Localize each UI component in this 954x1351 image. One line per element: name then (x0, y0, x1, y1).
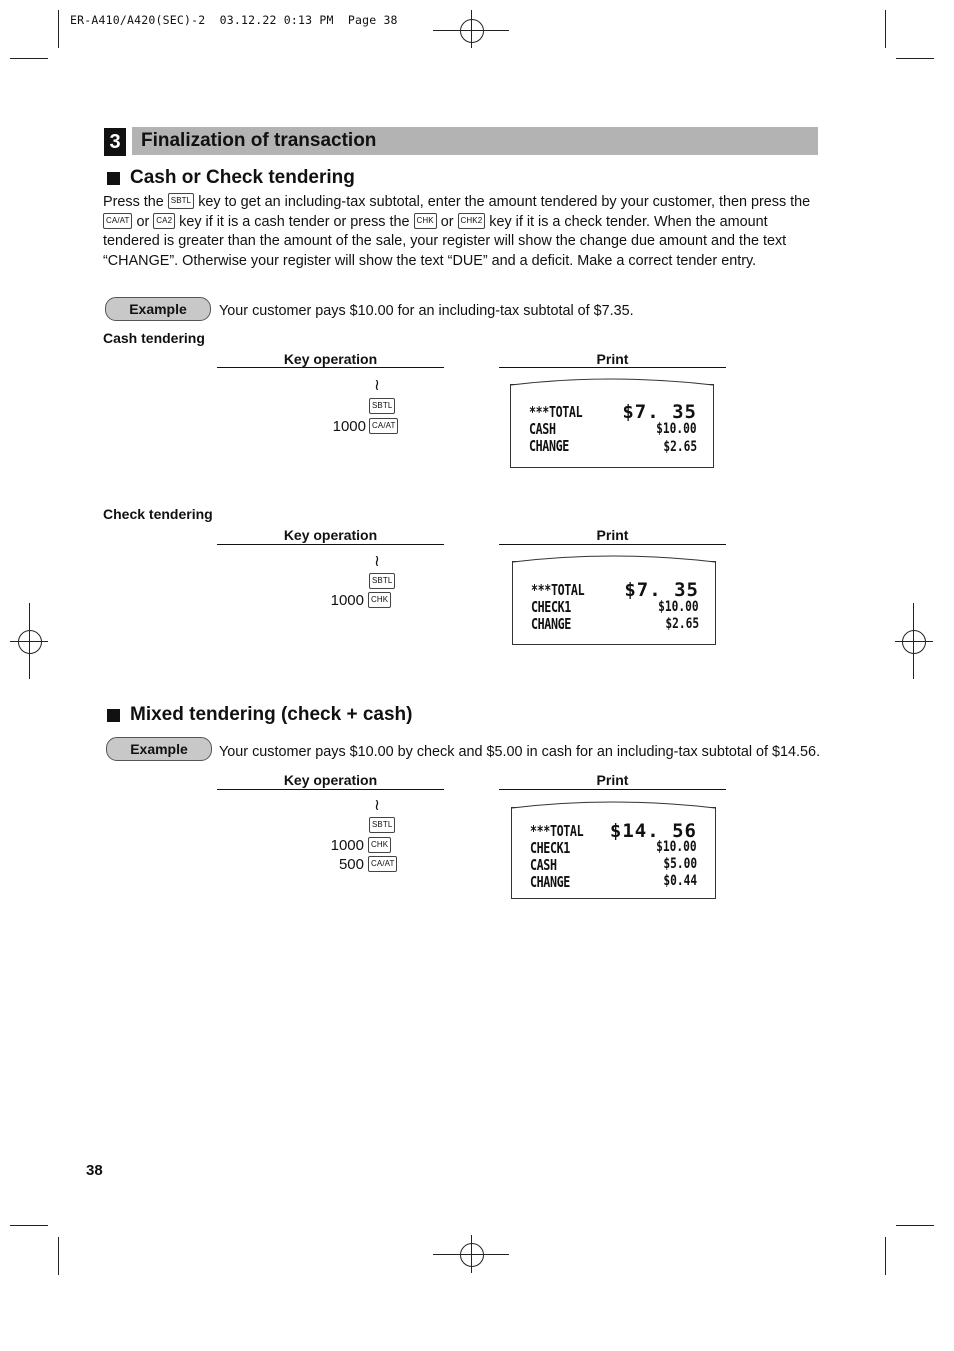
paragraph-text: key if it is a check tender. When the amount (489, 213, 768, 230)
caat-key-icon: CA/AT (368, 856, 397, 872)
paragraph-line: “CHANGE”. Otherwise your register will show the text “DUE” and a deficit. Make a correct tender entry. (103, 252, 757, 269)
receipt-line (530, 839, 662, 857)
cash-tendering-label: Cash tendering (103, 330, 205, 346)
omitted-steps-icon: ≀ (374, 377, 380, 394)
crop-mark (896, 58, 934, 59)
receipt-value: $5.00 (663, 856, 697, 872)
receipt-printout (511, 807, 716, 899)
receipt-label: CHANGE (529, 437, 569, 455)
registration-mark (460, 1243, 484, 1267)
sbtl-key-icon: SBTL (168, 193, 194, 209)
receipt-label: CASH (529, 420, 556, 438)
chk2-key-icon: CHK2 (458, 213, 486, 229)
key-operation-heading: Key operation (283, 527, 378, 543)
registration-mark (902, 630, 926, 654)
bullet-square (107, 172, 120, 185)
receipt-printout (512, 561, 716, 645)
receipt-label: CHANGE (531, 615, 571, 633)
print-heading: Print (596, 772, 629, 788)
paragraph-line (103, 213, 823, 233)
caat-key-icon: CA/AT (369, 418, 398, 434)
sbtl-key-icon: SBTL (369, 573, 395, 589)
receipt-printout (510, 384, 714, 468)
sbtl-key-icon: SBTL (369, 398, 395, 414)
receipt-tear-edge (512, 552, 716, 566)
print-heading: Print (596, 527, 629, 543)
registration-mark (460, 19, 484, 43)
keyop-row (368, 592, 391, 610)
receipt-value: $2.65 (663, 439, 697, 455)
receipt-label: ***TOTAL (530, 822, 584, 840)
crop-mark (10, 1225, 48, 1226)
keyop-row (369, 817, 395, 835)
keyop-row (369, 418, 398, 436)
chk-key-icon: CHK (368, 837, 391, 853)
omitted-steps-icon: ≀ (374, 797, 380, 814)
receipt-line (529, 420, 660, 438)
paragraph-text: or (440, 213, 454, 230)
receipt-line (531, 615, 662, 633)
crop-mark (896, 1225, 934, 1226)
registration-mark (18, 630, 42, 654)
omitted-steps-icon: ≀ (374, 553, 380, 570)
paragraph-line (103, 193, 823, 213)
column-rule (499, 367, 726, 368)
receipt-line (531, 598, 662, 616)
crop-mark (10, 58, 48, 59)
print-header: ER-A410/A420(SEC)-2 03.12.22 0:13 PM Page 38 (70, 13, 398, 27)
receipt-total: $7. 35 (624, 579, 699, 601)
receipt-label: ***TOTAL (531, 581, 585, 599)
keyop-amount: 1000 (330, 592, 364, 609)
keyop-row (369, 573, 395, 591)
paragraph-line: tendered is greater than the amount of the sale, your register will show the change due amount and the text (103, 233, 787, 250)
subheading-cash-check: Cash or Check tendering (130, 167, 355, 188)
receipt-value: $2.65 (665, 616, 699, 632)
paragraph-text: Press the (103, 194, 164, 210)
key-operation-heading: Key operation (283, 772, 378, 788)
receipt-value: $0.44 (663, 873, 697, 889)
receipt-label: CHECK1 (530, 839, 570, 857)
ca2-key-icon: CA2 (153, 213, 175, 229)
keyop-amount: 1000 (330, 837, 364, 854)
receipt-line (530, 856, 662, 874)
column-rule (499, 789, 726, 790)
chk-key-icon: CHK (368, 592, 391, 608)
paragraph-text: or (136, 213, 150, 230)
crop-mark (58, 1237, 59, 1275)
column-rule (217, 544, 444, 545)
keyop-row (368, 837, 391, 855)
receipt-label: CHECK1 (531, 598, 571, 616)
receipt-tear-edge (510, 375, 714, 389)
receipt-total: $7. 35 (622, 401, 697, 423)
receipt-label: CASH (530, 856, 557, 874)
instruction-paragraph (103, 193, 823, 271)
paragraph-text: key to get an including-tax subtotal, enter the amount tendered by your customer, then press the (198, 194, 811, 210)
caat-key-icon: CA/AT (103, 213, 132, 229)
paragraph-text: key if it is a cash tender or press the (179, 213, 410, 230)
page-number: 38 (86, 1162, 103, 1179)
receipt-label: ***TOTAL (529, 403, 583, 421)
key-operation-heading: Key operation (283, 351, 378, 367)
receipt-value: $10.00 (656, 839, 697, 855)
keyop-amount: 500 (338, 856, 364, 873)
example-text: Your customer pays $10.00 by check and $5.00 in cash for an including-tax subtotal of $14.56. (219, 744, 821, 760)
crop-mark (885, 1237, 886, 1275)
sbtl-key-icon: SBTL (369, 817, 395, 833)
column-rule (217, 367, 444, 368)
receipt-line (529, 437, 660, 455)
receipt-line (530, 873, 662, 891)
check-tendering-label: Check tendering (103, 506, 213, 522)
receipt-label: CHANGE (530, 873, 570, 891)
crop-mark (885, 10, 886, 48)
print-heading: Print (596, 351, 629, 367)
section-number: 3 (104, 128, 126, 156)
column-rule (499, 544, 726, 545)
example-text: Your customer pays $10.00 for an including-tax subtotal of $7.35. (219, 303, 634, 319)
receipt-total: $14. 56 (609, 820, 697, 842)
example-badge: Example (105, 297, 211, 321)
section-title: Finalization of transaction (141, 130, 377, 151)
crop-mark (58, 10, 59, 48)
receipt-value: $10.00 (658, 599, 699, 615)
example-badge: Example (106, 737, 212, 761)
chk-key-icon: CHK (414, 213, 437, 229)
bullet-square (107, 709, 120, 722)
keyop-row (369, 398, 395, 416)
keyop-row (368, 856, 397, 874)
receipt-value: $10.00 (656, 421, 697, 437)
subheading-mixed: Mixed tendering (check + cash) (130, 704, 413, 725)
column-rule (217, 789, 444, 790)
keyop-amount: 1000 (332, 418, 366, 435)
receipt-tear-edge (511, 798, 716, 812)
